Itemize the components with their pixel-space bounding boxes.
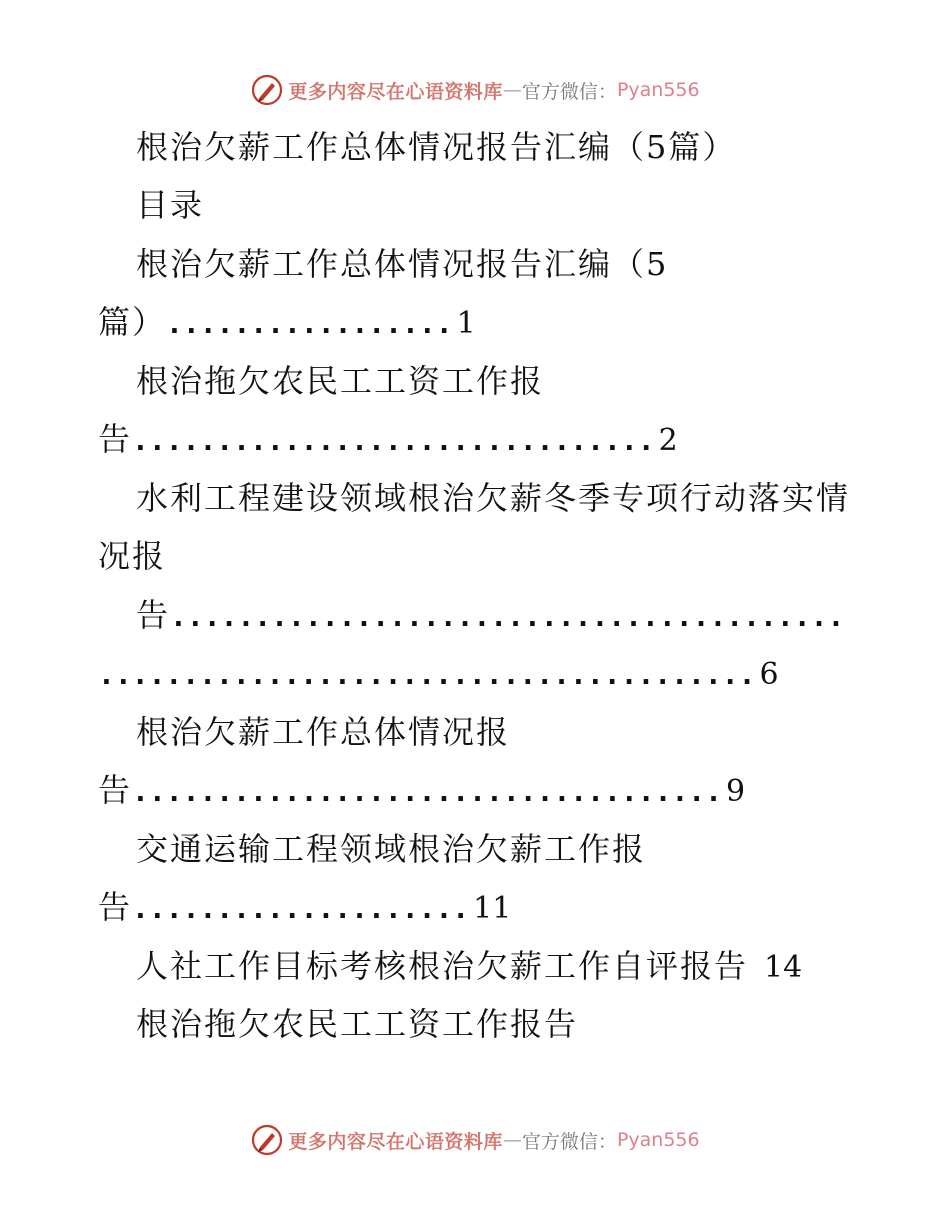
toc-entry-2-text: 告 <box>98 420 133 458</box>
footer-banner <box>0 1120 950 1160</box>
toc-leader-dots: .................... <box>132 892 470 925</box>
document-title: 根治欠薪工作总体情况报告汇编（5篇） <box>136 128 737 166</box>
banner-wechat-id: Pyan556 <box>616 1129 700 1151</box>
toc-entry-3-line-4[interactable] <box>98 653 779 693</box>
toc-page-number: 14 <box>764 950 803 985</box>
pen-logo-icon <box>250 73 284 107</box>
toc-entry-4-line-1[interactable]: 根治欠薪工作总体情况报 <box>136 713 511 751</box>
toc-entry-3-line-2[interactable]: 况报 <box>98 537 167 575</box>
pen-logo-icon <box>250 1123 284 1157</box>
toc-entry-6-text: 人社工作目标考核根治欠薪工作自评报告 <box>136 947 749 985</box>
toc-page-number: 9 <box>726 774 746 809</box>
toc-entry-2-line-2[interactable] <box>98 419 678 459</box>
toc-entry-5-text: 告 <box>98 888 133 926</box>
toc-entry-5-line-2[interactable] <box>98 887 511 927</box>
toc-leader-dots: ................................... <box>132 775 723 808</box>
banner-separator: — <box>502 79 522 101</box>
banner-wechat-label: 官方微信： <box>521 1130 617 1153</box>
toc-entry-3-line-1[interactable]: 水利工程建设领域根治欠薪冬季专项行动落实情 <box>136 479 851 517</box>
banner-site-text: 更多内容尽在心语资料库 <box>288 80 503 103</box>
toc-leader-dots: ................. <box>166 307 453 340</box>
toc-heading: 目录 <box>136 186 205 224</box>
toc-page-number: 1 <box>456 306 476 341</box>
toc-entry-2-line-1[interactable]: 根治拖欠农民工工资工作报 <box>136 362 545 400</box>
toc-page-number: 2 <box>658 423 678 458</box>
header-banner <box>0 70 950 110</box>
banner-wechat-label: 官方微信： <box>521 80 617 103</box>
banner-wechat-id: Pyan556 <box>616 79 700 101</box>
toc-entry-1-text: 篇） <box>98 303 167 341</box>
banner-separator: — <box>502 1129 522 1151</box>
toc-entry-3-text: 告 <box>136 596 171 634</box>
toc-entry-3-line-3[interactable] <box>136 595 844 635</box>
toc-leader-dots: ........................................ <box>170 600 845 633</box>
toc-leader-dots: ....................................... <box>98 658 756 691</box>
toc-entry-4-text: 告 <box>98 771 133 809</box>
toc-entry-5-line-1[interactable]: 交通运输工程领域根治欠薪工作报 <box>136 830 647 868</box>
toc-entry-4-line-2[interactable] <box>98 770 745 810</box>
toc-page-number: 11 <box>473 891 512 926</box>
section-heading: 根治拖欠农民工工资工作报告 <box>136 1005 579 1043</box>
toc-entry-6-line-1[interactable] <box>136 946 802 986</box>
toc-entry-1-line-1[interactable]: 根治欠薪工作总体情况报告汇编（5 <box>136 245 669 283</box>
toc-entry-1-line-2[interactable] <box>98 302 476 342</box>
toc-leader-dots: ............................... <box>132 424 655 457</box>
banner-site-text: 更多内容尽在心语资料库 <box>288 1130 503 1153</box>
toc-page-number: 6 <box>759 657 779 692</box>
